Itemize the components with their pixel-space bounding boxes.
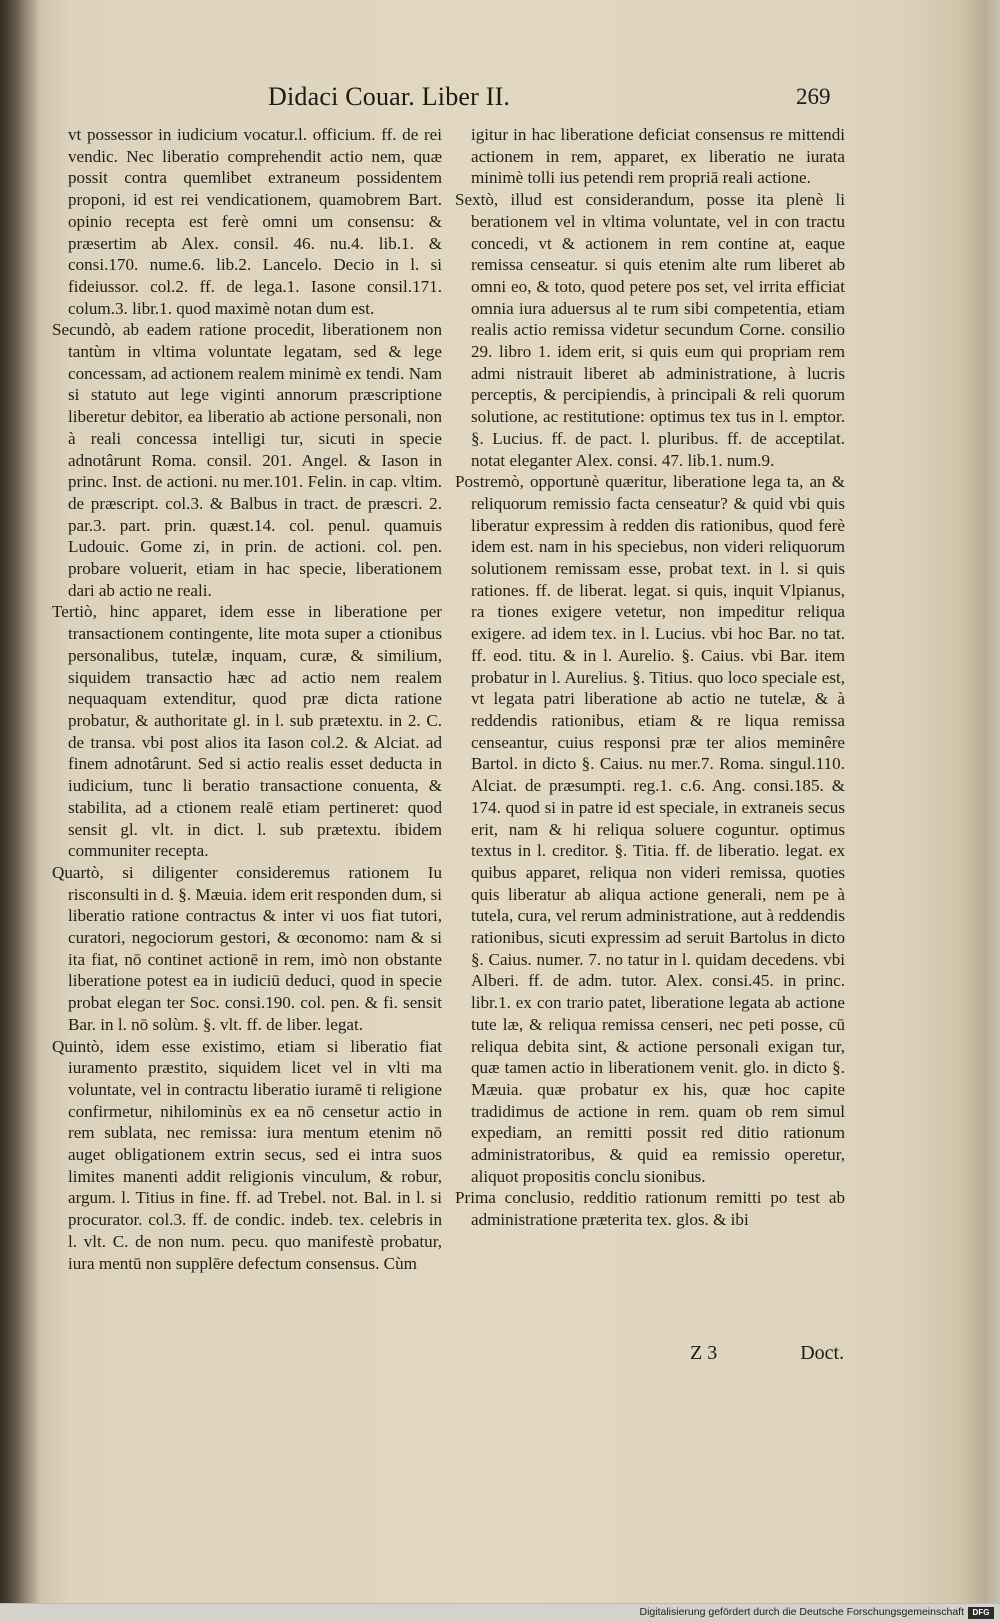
paragraph bbox=[52, 601, 442, 861]
gutter-shadow bbox=[0, 0, 40, 1621]
paragraph-text: idem esse existimo, etiam si liberatio fiat iuramento præstito, siquidem licet vel in vlti ma voluntate, vel in contractu liberatio iuramē ti religione confirmetur, nihilominùs ex ea nō censetur actio in rem sublata, nec remissa: iura mentum etenim nō auget obligationem extrin secus, sed ei intra suos limites manenti addit religionis vinculum, & robur, argum. l. Titius in fine. ff. ad Trebel. not. Bal. in l. si procurator. col.3. ff. de condic. indeb. tex. celebris in l. vlt. C. de non num. pecu. quo manifestè probatur, iura mentū non supplēre defectum consensus. Cùm bbox=[68, 1036, 442, 1273]
paragraph-lead: Quintò, bbox=[52, 1036, 104, 1056]
left-column bbox=[52, 124, 442, 1274]
paragraph-text: redditio rationum remitti po test ab administratione præterita tex. glos. & ibi bbox=[471, 1188, 845, 1230]
paragraph-lead: Quartò, bbox=[52, 862, 104, 882]
paragraph-lead: Tertiò, bbox=[52, 602, 97, 622]
page-number: 269 bbox=[796, 84, 831, 109]
paragraph bbox=[52, 862, 442, 1036]
paragraph bbox=[455, 471, 845, 1187]
digitization-bar bbox=[0, 1603, 1000, 1622]
paragraph-text: illud est considerandum, posse ita plenè li berationem vel in vltima voluntate, vel in con tractu concedi, vt & actionem in rem contine at, eaque remissa censeatur. si quis etenim alte rum liberet ab omni eo, & toto, quod petere pos set, vel irrita efficiat omnia iura aduersus al te rum sibi competentia, etiam realis actio remissa videtur secundum Corne. consilio 29. libro 1. idem erit, si quis eum qui propriam rem admi nistrauit liberet ab administratione, à lucris perceptis, & percipiendis, à principali & reli quorum solutione, ac restitutione: optimus tex tus in l. emptor. §. Lucius. ff. de pact. l. pluribus. ff. de acceptilat. notat eleganter Alex. consi. 47. lib.1. num.9. bbox=[471, 190, 845, 470]
paragraph-text: igitur in hac liberatione deficiat consensus re mittendi actionem in rem, apparet, ex liberatio ne iurata minimè tolli ius petendi rem propriā reali actione. bbox=[471, 125, 845, 188]
paragraph-text: hinc apparet, idem esse in liberatione per transactionem contingente, lite mota super a ctionibus personalibus, tutelæ, inquam, curæ, & similium, siquidem transactio hæc ad actio nem realem nequaquam extenditur, quod præ dicta ratione probatur, & authoritate gl. in l. sub prætextu. in 2. C. de transa. vbi post alios ita Iason col.2. & Alciat. ad finem adnotârunt. Sed si actio realis esset deducta in iudicium, tunc li beratio transactione conuenta, & stabilita, ad a ctionem realē etiam pertineret: quod sensit gl. vlt. in dict. l. sub prætextu. ibidem communiter recepta. bbox=[68, 602, 442, 861]
paragraph-lead: Sextò, bbox=[455, 190, 499, 210]
catchword: Doct. bbox=[800, 1342, 845, 1364]
paragraph-text: si diligenter consideremus rationem Iu risconsulti in d. §. Mæuia. idem erit responden dum, si liberatio ratione contractus & inter vi uos fiat tutori, curatori, negociorum gestori, & œconomo: nam & si ita fiat, nō continet actionē in rem, imò non obstante liberatione potest ea in iudiciū deduci, quod in specie probat elegan ter Soc. consi.190. col. pen. & fi. sensit Bar. in l. nō solùm. §. vlt. ff. de liber. legat. bbox=[68, 862, 442, 1034]
paragraph-text: vt possessor in iudicium vocatur.l. officium. ff. de rei vendic. Nec liberatio comprehendit actio nem, quæ possit contra quemlibet extraneum possidentem proponi, id est rei vendicationem, quamobrem Bart. opinio recepta est ferè omni um consensu: & præsertim ab Alex. consil. 46. nu.4. lib.1. & consi.170. nume.6. lib.2. Lancelo. Decio in l. si fideiussor. col.2. ff. de lega.1. Iasone consil.171. colum.3. libr.1. quod maximè notan dum est. bbox=[68, 125, 442, 318]
paragraph-lead: Postremò, bbox=[455, 472, 524, 492]
right-column bbox=[455, 124, 845, 1231]
paragraph bbox=[52, 124, 442, 319]
paragraph bbox=[455, 1187, 845, 1230]
paragraph-lead: Secundò, bbox=[52, 320, 116, 340]
paragraph bbox=[455, 124, 845, 189]
paragraph bbox=[455, 189, 845, 471]
paragraph-lead: Prima conclusio, bbox=[455, 1188, 575, 1208]
paragraph bbox=[52, 319, 442, 601]
paragraph-text: ab eadem ratione procedit, liberationem non tantùm in vltima voluntate legatam, sed & lege concessam, ad actionem realem minimè ex tendi. Nam si statuto aut lege viginti annorum præscriptione liberetur debitor, ea liberatio ab actione personali, non à reali concessa intelligi tur, sicuti in specie adnotârunt Roma. consil. 201. Angel. & Iason in princ. Inst. de actioni. nu mer.101. Felin. in cap. vltim. de præscript. col.3. & Balbus in tract. de præscri. 2. par.3. part. prin. quæst.14. col. penul. quamuis Ludouic. Gome zi, in prin. de actioni. col. pen. probare voluerit, etiam in hac specie, liberationem dari ab actio ne reali. bbox=[68, 320, 442, 600]
digitization-notice: Digitalisierung gefördert durch die Deutsche Forschungsgemeinschaft bbox=[639, 1606, 964, 1618]
signature-mark: Z 3 bbox=[690, 1342, 718, 1364]
dfg-logo-icon: DFG bbox=[968, 1607, 994, 1619]
page-footer bbox=[690, 1342, 844, 1365]
paragraph-text: opportunè quæritur, liberatione lega ta, an & reliquorum remissio facta censeatur? & quid vbi quis liberatur expressim à redden dis rationibus, quod ferè idem est. nam in his speciebus, non videri reliquorum solutionem remissam esse, probat text. in l. si quis rationes. ff. de liberat. legat. si quis, inquit Vlpianus, ra tiones exigere vetetur, non impeditur reliqua exigere. ad idem tex. in l. Lucius. vbi hoc Bar. no tat. ff. eod. titu. & in l. Aurelio. §. Caius. vbi Bar. item probatur in l. Aurelius. §. Titius. quo loco speciale est, vt legata patri liberatione ab actio ne tutelæ, & à reddendis rationibus, etiam & re liqua remissa censeantur, cuius responsi præ ter alios meminêre Bartol. in dicto §. Caius. nu mer.7. Roma. singul.110. Alciat. de præsumpti. reg.1. c.6. Ang. consi.185. & 174. quod si in patre id est speciale, in extraneis secus erit, nam & hi reliqua soluere coguntur. optimus textus in l. creditor. §. Titia. ff. de liberatio. legat. ex quibus apparet, reliqua non videri remissa, quoties quis liberatur ab aliqua actione generali, nem pe à tutela, cura, vel rerum administratione, aut à reddendis rationibus, sicuti expressim ad seruit Bartolus in dicto §. Caius. numer. 7. no tatur in l. quidam decedens. vbi Alberi. ff. de adm. tutor. Alex. consi.45. in princ. libr.1. ex con trario patet, liberatione legata ab actione tute læ, & reliqua remissa censeri, nec peti posse, cū reliqua debita sint, & actione personali exigan tur, quæ tamen actio in liberationem venit. glo. in dicto §. Mæuia. quæ probatur ex his, quæ hoc capite tradidimus de actione in rem. quam ob rem simul expediam, an remitti possit red ditio rationum administratoribus, & quid ea remissio operetur, aliquot propositis conclu sionibus. bbox=[471, 472, 845, 1186]
paragraph bbox=[52, 1036, 442, 1275]
page-header bbox=[0, 82, 1000, 122]
running-title: Didaci Couar. Liber II. bbox=[268, 82, 511, 111]
